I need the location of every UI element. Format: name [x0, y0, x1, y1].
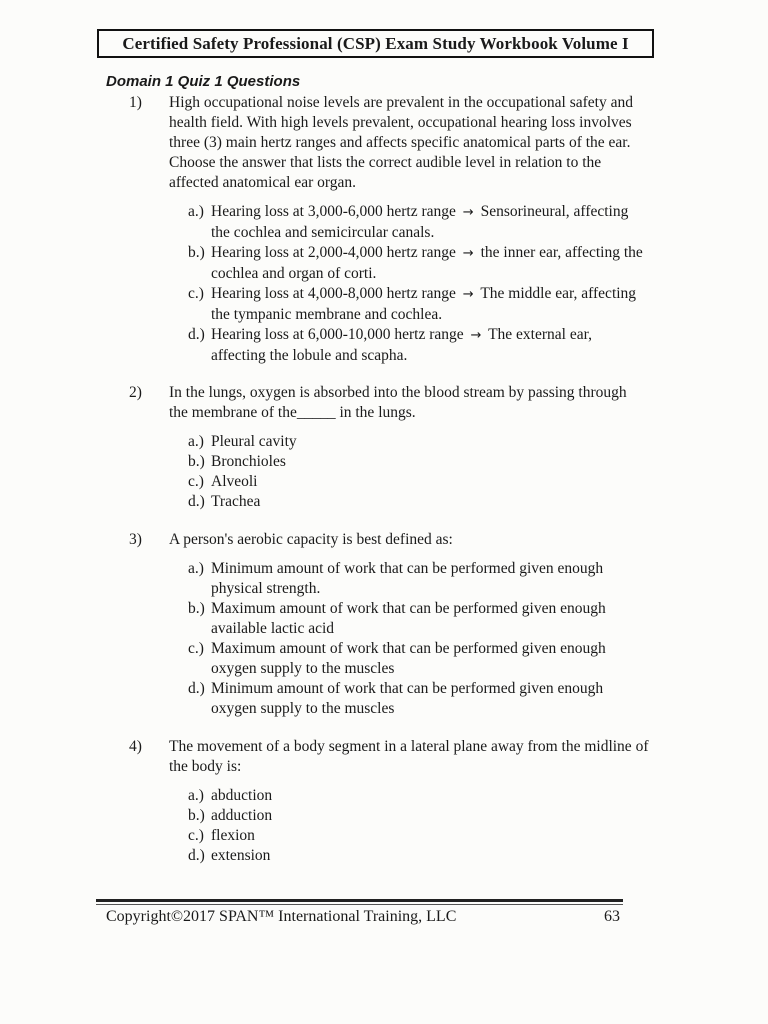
option-text: Minimum amount of work that can be performed given enough physical strength.	[211, 560, 604, 597]
answer-options	[188, 786, 649, 866]
answer-options	[188, 432, 649, 512]
footer-divider	[96, 899, 623, 902]
option-text: Pleural cavity	[211, 433, 297, 450]
page-number: 63	[604, 908, 620, 925]
answer-option-c	[188, 284, 649, 325]
option-letter: c.)	[188, 640, 204, 657]
answer-option-c	[188, 472, 649, 492]
option-letter: b.)	[188, 807, 205, 824]
option-letter: a.)	[188, 203, 204, 220]
answer-option-b	[188, 452, 649, 472]
answer-option-c	[188, 639, 649, 679]
option-letter: b.)	[188, 600, 205, 617]
answer-option-a	[188, 559, 649, 599]
option-letter: c.)	[188, 285, 204, 302]
question-text: In the lungs, oxygen is absorbed into the blood stream by passing through the membrane of the_____ in the lungs.	[169, 384, 627, 421]
option-letter: b.)	[188, 453, 205, 470]
quiz-heading: Domain 1 Quiz 1 Questions	[106, 73, 301, 90]
question-2	[129, 383, 649, 512]
option-letter: b.)	[188, 244, 205, 261]
question-number: 4)	[129, 738, 142, 755]
question-text: A person's aerobic capacity is best defined as:	[169, 531, 453, 548]
answer-options	[188, 202, 649, 366]
right-arrow-icon: →	[470, 328, 482, 343]
option-text: adduction	[211, 807, 273, 824]
option-letter: c.)	[188, 827, 204, 844]
answer-option-d	[188, 846, 649, 866]
option-text: Trachea	[211, 493, 261, 510]
option-text-after: The external ear, affecting the lobule and scapha.	[211, 326, 592, 364]
right-arrow-icon: →	[462, 287, 474, 302]
option-text: flexion	[211, 827, 255, 844]
answer-options	[188, 559, 649, 719]
option-text: Minimum amount of work that can be performed given enough oxygen supply to the muscles	[211, 680, 604, 717]
answer-option-a	[188, 786, 649, 806]
answer-option-d	[188, 492, 649, 512]
page-header-title: Certified Safety Professional (CSP) Exam Study Workbook Volume I	[122, 33, 629, 53]
question-3	[129, 530, 649, 719]
right-arrow-icon: →	[462, 246, 474, 261]
option-letter: d.)	[188, 680, 205, 697]
option-text: Maximum amount of work that can be performed given enough oxygen supply to the muscles	[211, 640, 606, 677]
right-arrow-icon: →	[462, 205, 474, 220]
answer-option-c	[188, 826, 649, 846]
question-number: 1)	[129, 94, 142, 111]
page-header	[97, 29, 654, 58]
option-text-after: the inner ear, affecting the cochlea and organ of corti.	[211, 244, 643, 282]
answer-option-b	[188, 806, 649, 826]
footer-divider-thin	[96, 904, 623, 905]
option-text: extension	[211, 847, 271, 864]
answer-option-b	[188, 243, 649, 284]
option-text-after: Sensorineural, affecting the cochlea and semicircular canals.	[211, 203, 629, 241]
option-letter: a.)	[188, 560, 204, 577]
option-letter: d.)	[188, 493, 205, 510]
option-text: Maximum amount of work that can be performed given enough available lactic acid	[211, 600, 606, 637]
question-number: 3)	[129, 531, 142, 548]
footer-copyright: Copyright©2017 SPAN™ International Training, LLC	[106, 908, 457, 925]
question-text: The movement of a body segment in a lateral plane away from the midline of the body is:	[169, 738, 649, 775]
answer-option-b	[188, 599, 649, 639]
question-1	[129, 93, 649, 366]
option-text-before: Hearing loss at 6,000-10,000 hertz range	[211, 326, 464, 343]
option-letter: a.)	[188, 433, 204, 450]
question-4	[129, 737, 649, 866]
answer-option-a	[188, 202, 649, 243]
option-letter: d.)	[188, 847, 205, 864]
option-text-before: Hearing loss at 4,000-8,000 hertz range	[211, 285, 456, 302]
option-text: Bronchioles	[211, 453, 286, 470]
option-text: Alveoli	[211, 473, 258, 490]
option-text-after: The middle ear, affecting the tympanic membrane and cochlea.	[211, 285, 637, 323]
answer-option-a	[188, 432, 649, 452]
option-letter: a.)	[188, 787, 204, 804]
answer-option-d	[188, 679, 649, 719]
option-text-before: Hearing loss at 3,000-6,000 hertz range	[211, 203, 456, 220]
option-letter: d.)	[188, 326, 205, 343]
answer-option-d	[188, 325, 649, 366]
question-number: 2)	[129, 384, 142, 401]
option-letter: c.)	[188, 473, 204, 490]
question-text: High occupational noise levels are prevalent in the occupational safety and health field. With high levels prevalent, occupational hearing loss involves three (3) main hertz ranges and affects specific anatomical parts of the ear. Choose the answer that lists the correct audible level in relation to the affected anatomical ear organ.	[169, 94, 633, 191]
option-text: abduction	[211, 787, 273, 804]
option-text-before: Hearing loss at 2,000-4,000 hertz range	[211, 244, 456, 261]
